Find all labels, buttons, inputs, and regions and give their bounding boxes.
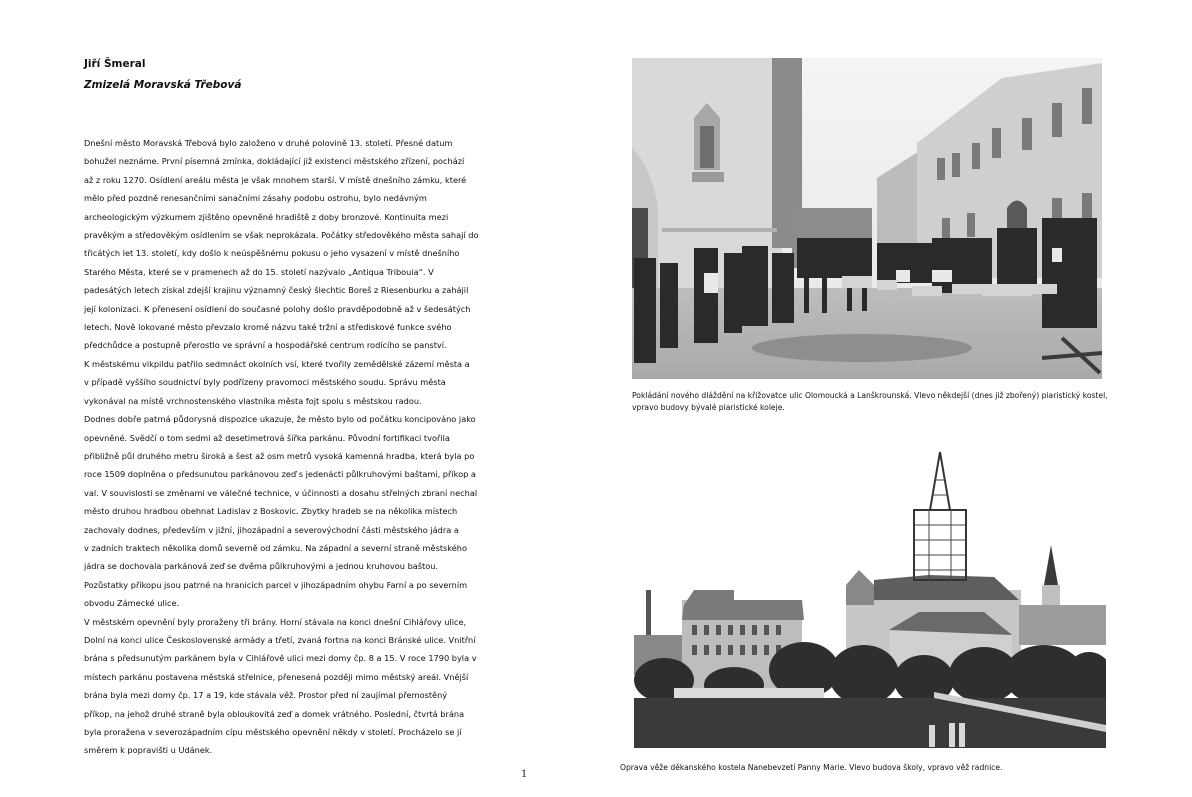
body-text-line: roce 1509 doplněna o předsunutou parkánovou zeď s jedenácti půlkruhovými baštami, příkop a: [84, 469, 476, 480]
body-text-line: brána byla mezi domy čp. 17 a 19, kde stávala věž. Prostor před ní zaujímal přemostěný: [84, 690, 448, 701]
body-text-line: v případě vyššího soudnictví byly podřízeny pravomoci městského soudu. Správu města: [84, 377, 446, 388]
body-text-line: Dolní na konci ulice Československé armády a třetí, zvaná fortna na konci Bránské ulice. Vnitřní: [84, 634, 476, 645]
body-text-line: K městskému vikpildu patřilo sedmnáct okolních vsí, které tvořily zemědělské zázemí města a: [84, 358, 470, 369]
body-text-line: letech. Nově lokované město převzalo kromě názvu také tržní a střediskové funkce svého: [84, 322, 452, 333]
body-text-line: bohužel neznáme. První písemná zmínka, dokládající již existenci městského zřízení, pochází: [84, 156, 465, 167]
body-text-line: padesátých letech získal zdejší krajinu významný český šlechtic Boreš z Riesenburku a zahájil: [84, 285, 469, 296]
body-text-line: Starého Města, které se v pramenech až do 15. století nazývalo „Antiqua Tribouia“. V: [84, 266, 434, 277]
body-text-line: val. V souvislosti se změnami ve válečné technice, v účinnosti a dosahu střelných zbraní nechal: [84, 487, 478, 498]
body-text-line: příkop, na jehož druhé straně byla obloukovitá zeď a domek vrátného. Poslední, čtvrtá brána: [84, 708, 465, 719]
body-text-line: archeologickým výzkumem zjištěno opevněné hradiště z doby bronzové. Kontinuita mezi: [84, 211, 449, 222]
body-text-line: jádra se dochovala parkánová zeď se dvěma půlkruhovými a jednou kruhovou baštou.: [84, 561, 439, 572]
body-text-line: Pozůstatky příkopu jsou patrné na hranicích parcel v jihozápadním ohybu Farní a po severním: [84, 579, 468, 590]
historic-photo-church-tower-repair: [634, 440, 1106, 748]
body-text-line: v zadních traktech několika domů severně od zámku. Na západní a severní straně městského: [84, 542, 467, 553]
body-text: [84, 134, 554, 760]
body-text-line: přibližně půl druhého metru široká a šest až osm metrů vysoká kamenná hradba, která byla po: [84, 450, 475, 461]
body-text-line: město druhou hradbou obehnat Ladislav z Boskovic. Zbytky hradeb se na několika místech: [84, 506, 458, 517]
body-text-line: třicátých let 13. století, kdy došlo k neúspěšnému pokusu o jeho vysazení v místě dnešního: [84, 248, 460, 259]
body-text-line: místech parkánu postavena městská střelnice, přenesená později mimo městský areál. Vnější: [84, 671, 469, 682]
body-text-line: předchůdce a postupně přerostlo ve správní a hospodářské centrum rodícího se panství.: [84, 340, 447, 351]
figure-caption-2: Oprava věže děkanského kostela Nanebevzetí Panny Marie. Vlevo budova školy, vpravo věž radnice.: [620, 763, 1003, 772]
author-name: Jiří Šmeral: [84, 58, 146, 70]
body-text-line: zachovaly dodnes, především v jižní, jihozápadní a severovýchodní části městského jádra a: [84, 524, 459, 535]
body-text-line: Dnešní město Moravská Třebová bylo založeno v druhé polovině 13. století. Přesné datum: [84, 138, 453, 148]
page-number: 1: [521, 769, 528, 780]
body-text-line: její kolonizaci. K přenesení osídlení do současné polohy došlo pravděpodobně až v šedesátých: [84, 303, 471, 314]
body-text-line: mělo před pozdně renesančními sanačními zásahy podobu ostrohu, bylo nedávným: [84, 193, 427, 204]
historic-photo-street-paving: [632, 58, 1102, 379]
body-text-line: směrem k popravišti u Udánek.: [84, 745, 213, 756]
body-text-line: obvodu Zámecké ulice.: [84, 598, 180, 609]
body-text-line: vykonával na místě vrchnostenského vlastníka města fojt spolu s městskou radou.: [84, 395, 422, 406]
figure-caption-1: Pokládání nového dláždění na křižovatce ulic Olomoucká a Lanškrounská. Vlevo někdejší (dnes již zbořený) piaristický kostel, vpravo budovy bývalé piaristické koleje.: [632, 391, 1108, 412]
document-title: Zmizelá Moravská Třebová: [84, 79, 242, 91]
body-text-line: opevněné. Svědčí o tom sedmi až desetimetrová šířka parkánu. Původní fortifikaci tvořila: [84, 432, 450, 443]
body-text-line: pravěkým a středověkým osídlením se však neprokázala. Počátky středověkého města sahají do: [84, 230, 479, 241]
body-text-line: V městském opevnění byly proraženy tři brány. Horní stávala na konci dnešní Cihlářovy ulice,: [84, 616, 467, 627]
body-text-line: Dodnes dobře patrná půdorysná dispozice ukazuje, že město bylo od počátku koncipováno jako: [84, 414, 476, 425]
body-text-line: brána s předsunutým parkánem byla v Cihlářově ulici mezi domy čp. 8 a 15. V roce 1790 byla v: [84, 653, 477, 664]
body-text-line: až z roku 1270. Osídlení areálu města je však mnohem starší. V místě dnešního zámku, které: [84, 174, 467, 185]
body-text-line: byla proražena v severozápadním cípu městského opevnění někdy v století. Procházelo se jí: [84, 727, 462, 737]
